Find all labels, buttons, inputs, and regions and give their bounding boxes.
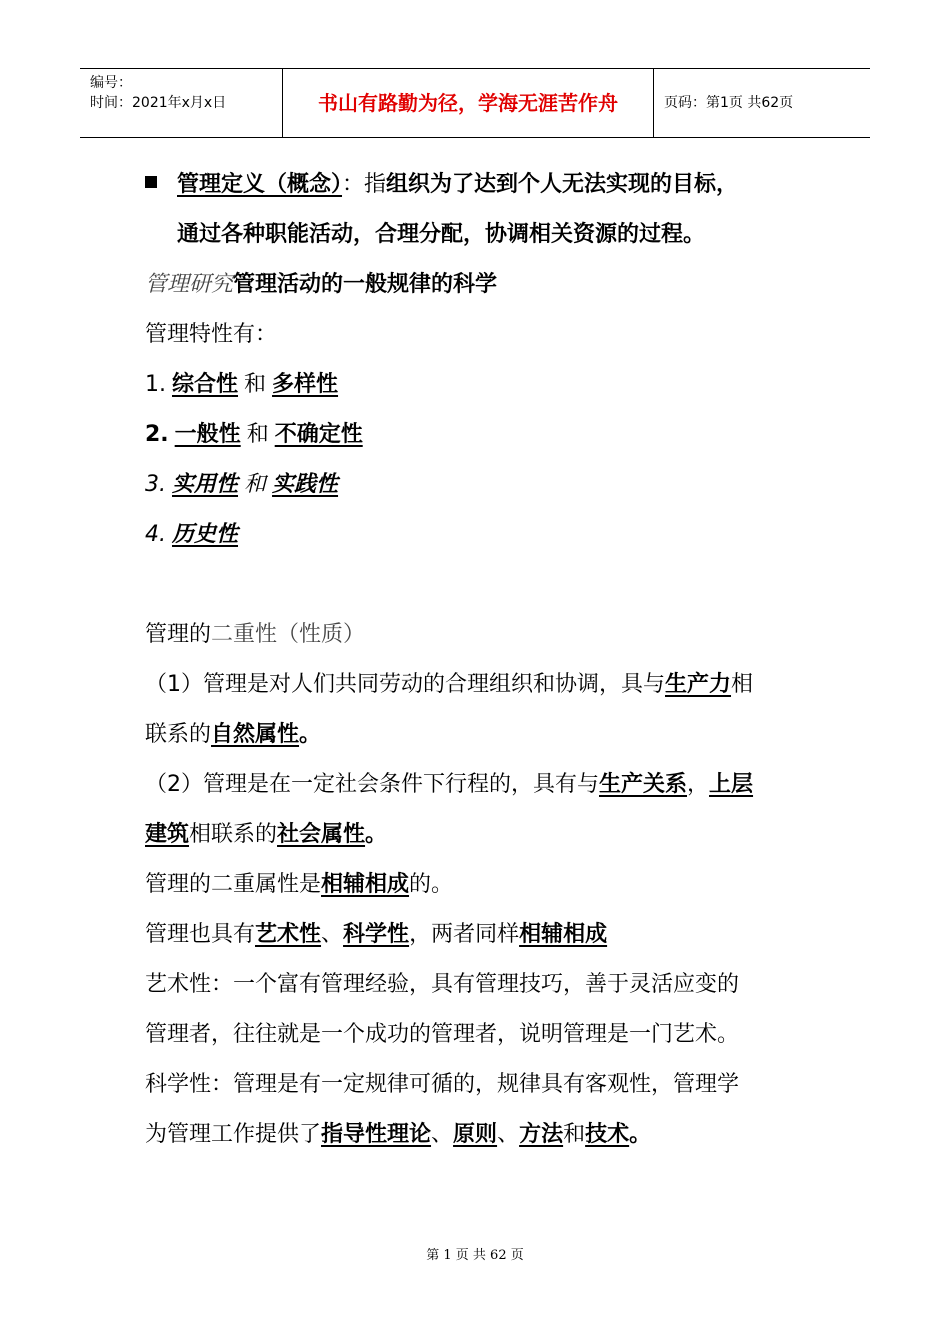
document-date: 时间：2021年x月x日 (90, 95, 227, 111)
traits-title: 管理特性有： (145, 322, 278, 347)
science-line-2: 为管理工作提供了指导性理论、原则、方法和技术。 (145, 1122, 652, 1147)
definition-text: 组织为了达到个人无法实现的目标， (386, 172, 739, 197)
definition-line-2: 通过各种职能活动，合理分配，协调相关资源的过程。 (177, 222, 706, 247)
science-line-1: 科学性：管理是有一定规律可循的，规律具有客观性，管理学 (145, 1072, 740, 1097)
duality-title: 管理的二重性（性质） (145, 622, 366, 647)
trait-item-2: 2. 一般性 和 不确定性 (145, 422, 363, 447)
duality-point-1-line-2: 联系的自然属性。 (145, 722, 322, 747)
header-page-info: 页码：第1页 共62页 (664, 95, 794, 111)
square-bullet-icon (145, 176, 157, 188)
duality-point-2-line-1: （2）管理是在一定社会条件下行程的，具有与生产关系，上层 (145, 772, 754, 797)
header-motto: 书山有路勤为径，学海无涯苦作舟 (282, 69, 654, 137)
page-header (80, 68, 870, 138)
duality-point-1-line-1: （1）管理是对人们共同劳动的合理组织和协调，具与生产力相 (145, 672, 754, 697)
art-line-1: 艺术性：一个富有管理经验，具有管理技巧，善于灵活应变的 (145, 972, 740, 997)
trait-item-1: 1. 综合性 和 多样性 (145, 372, 339, 397)
duality-point-2-line-2: 建筑相联系的社会属性。 (145, 822, 388, 847)
art-science-line: 管理也具有艺术性、科学性，两者同样相辅相成 (145, 922, 608, 947)
dual-attribute-line: 管理的二重属性是相辅相成的。 (145, 872, 454, 897)
definition-term: 管理定义（概念） (177, 172, 343, 197)
trait-item-3: 3. 实用性 和 实践性 (145, 472, 339, 497)
header-meta (80, 69, 282, 137)
trait-item-4: 4. 历史性 (145, 522, 239, 547)
document-number-label: 编号： (90, 75, 132, 91)
page-footer: 第 1 页 共 62 页 (426, 1248, 524, 1263)
art-line-2: 管理者，往往就是一个成功的管理者，说明管理是一门艺术。 (145, 1022, 740, 1047)
document-body (145, 160, 815, 1160)
research-line: 管理研究管理活动的一般规律的科学 (145, 272, 498, 297)
definition-line-1: 管理定义（概念）：指组织为了达到个人无法实现的目标， (145, 160, 815, 210)
